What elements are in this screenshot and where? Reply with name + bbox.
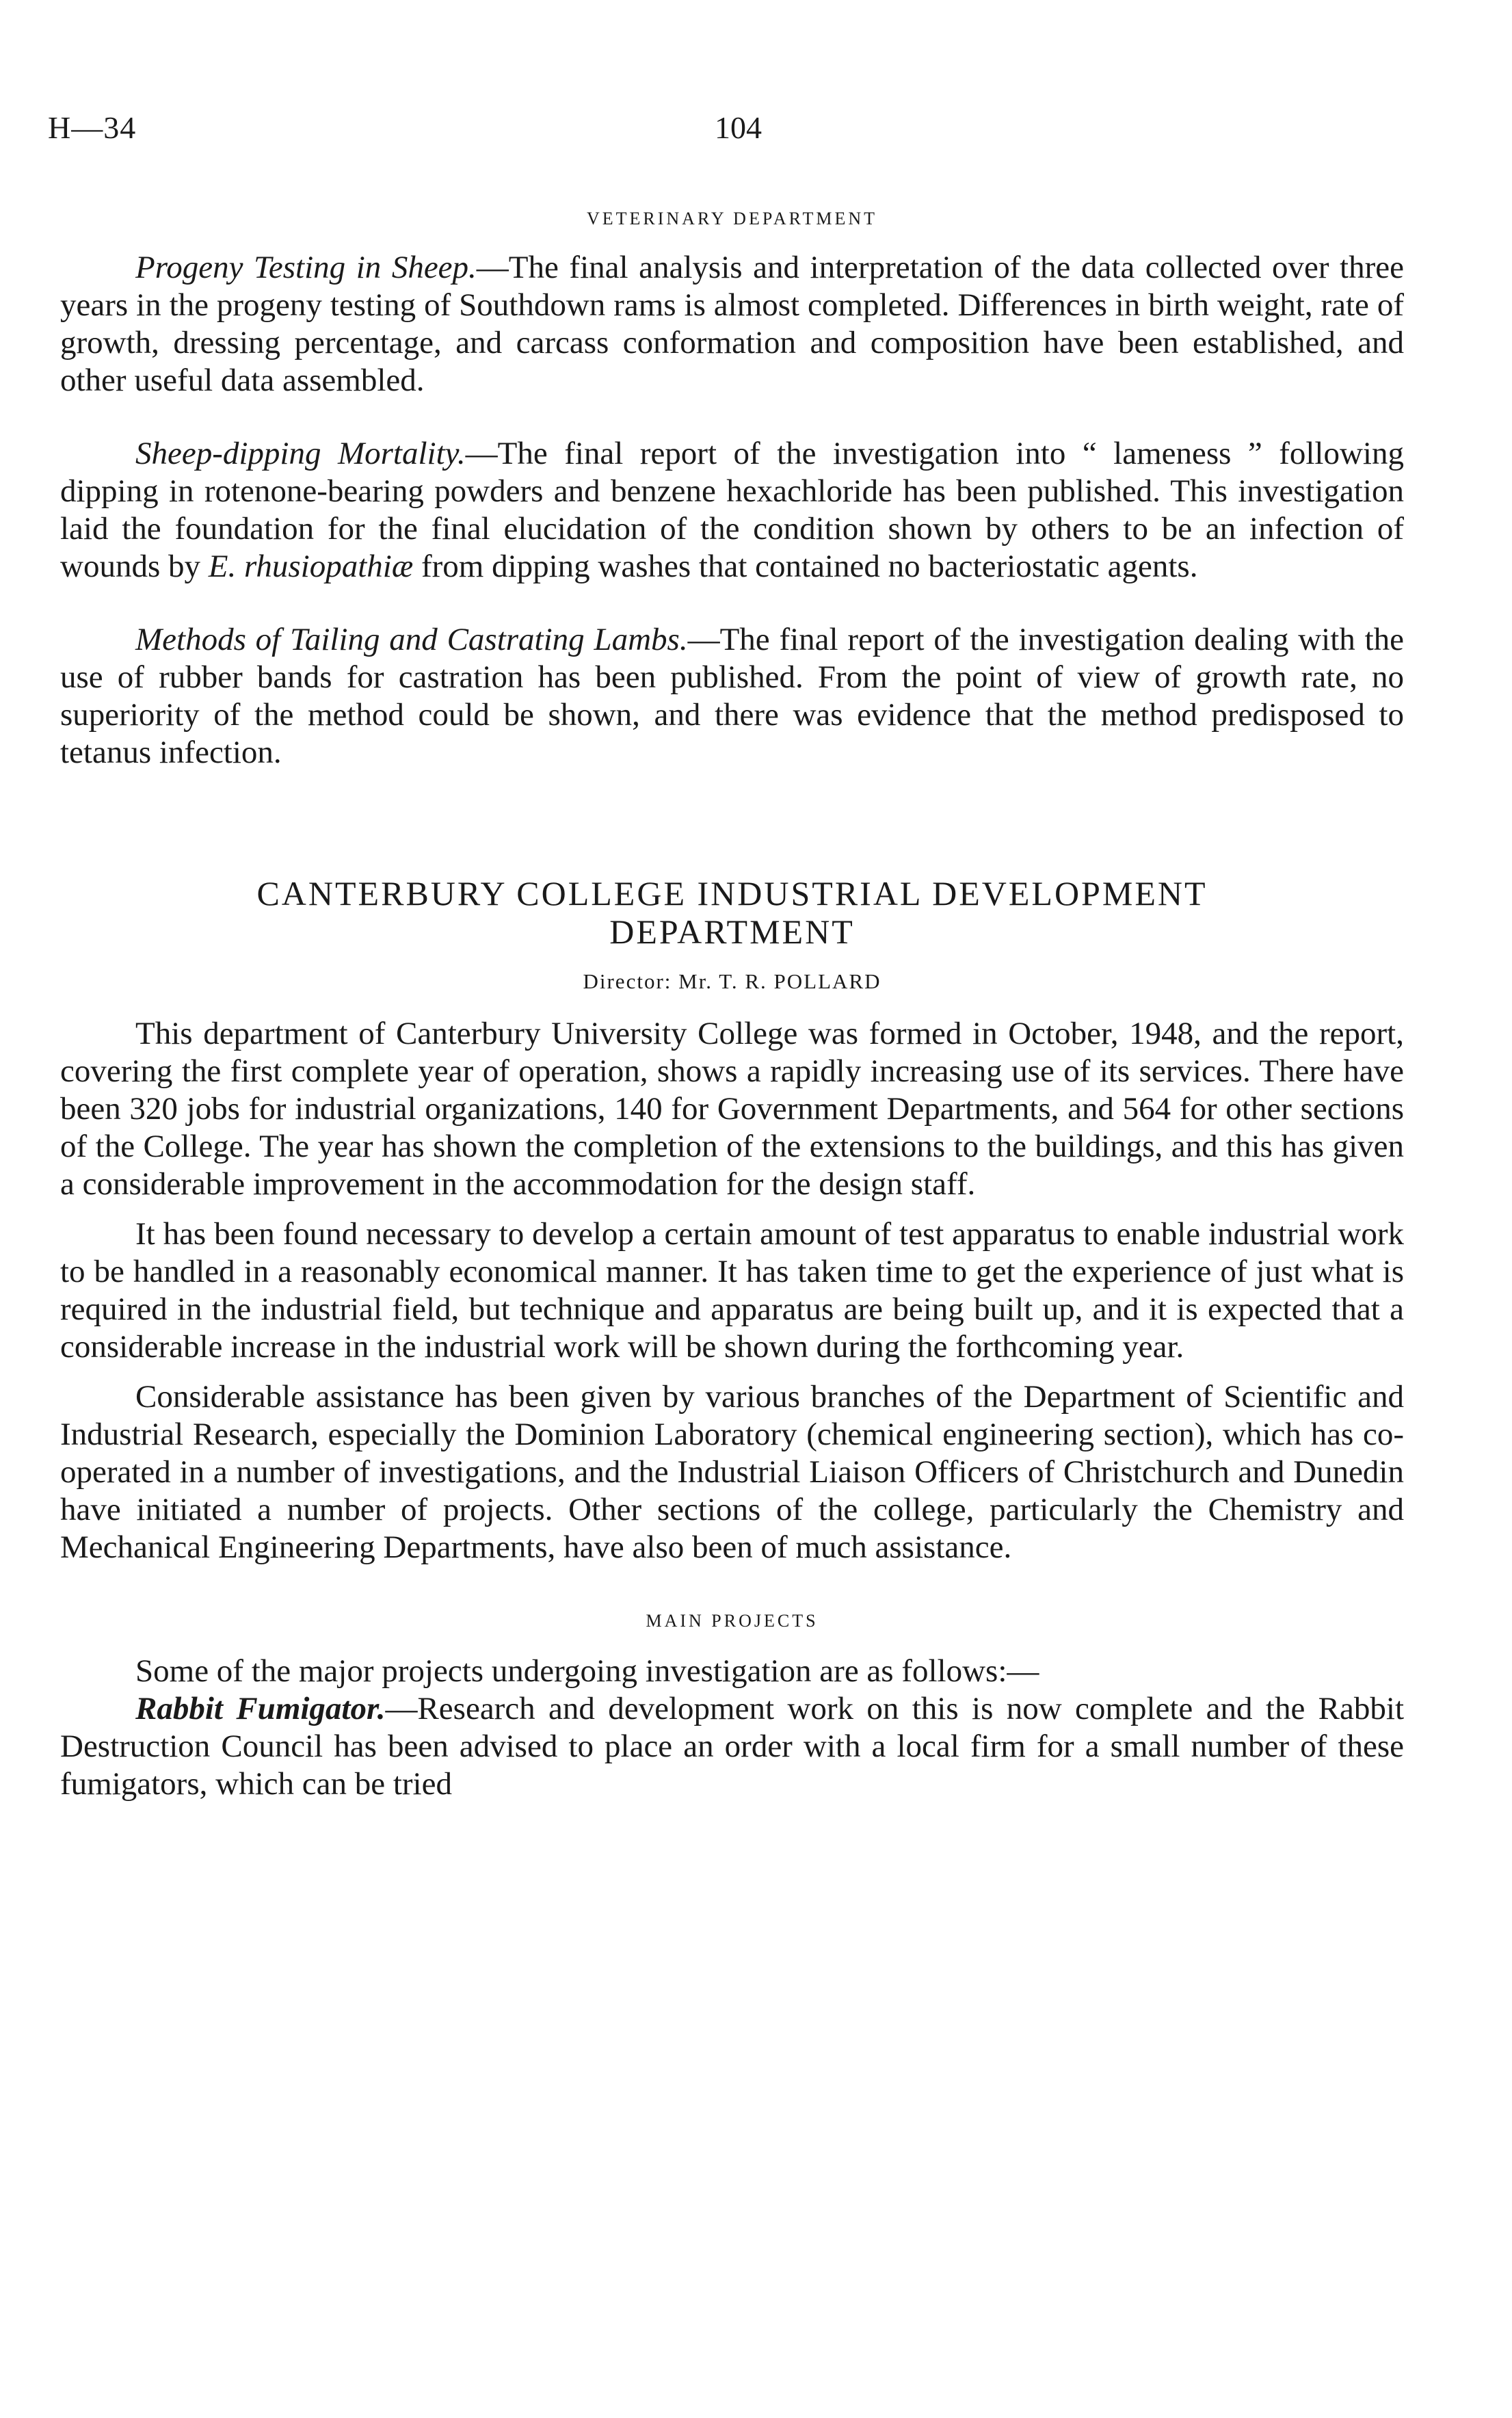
page-number: 104: [715, 110, 762, 145]
tailing-lead: Methods of Tailing and Castrating Lambs.: [135, 622, 688, 657]
rabbit-text: —Research and development work on this is now complete and the Rabbit Destruction Council has been advised to place an order with a local firm for a small number of these fumigators, which can be tried: [60, 1691, 1404, 1802]
dipping-text-after: from dipping washes that contained no bacteriostatic agents.: [413, 549, 1198, 584]
dipping-species: E. rhusiopathiæ: [208, 549, 414, 584]
dipping-paragraph: [60, 435, 1404, 586]
director-line: Director: Mr. T. R. POLLARD: [583, 969, 881, 993]
main-projects-intro: Some of the major projects undergoing investigation are as follows:—: [135, 1653, 1039, 1689]
page-content: [60, 205, 1404, 1803]
canterbury-paragraph-3: Considerable assistance has been given by various branches of the Department of Scientific and Industrial Research, especially the Dominion Laboratory (chemical engineering section), which has co-operated in a number of investigations, and the Industrial Liaison Officers of Christchurch and Dunedin have initiated a number of projects. Other sections of the college, particularly the Chemistry and Mechanical Engineering Departments, have also been of much assistance.: [60, 1379, 1404, 1565]
progeny-paragraph: [60, 249, 1404, 399]
dipping-text-before: —The final report of the investigation into “ lameness ” following dipping in rotenone-bearing powders and benzene hexachloride has been published. This investigation laid the foundation for the final elucidation of the condition shown by others to be an infection of wounds by: [60, 436, 1404, 584]
canterbury-title: [60, 874, 1404, 951]
dipping-lead: Sheep-dipping Mortality.: [135, 436, 466, 471]
page-header: [48, 109, 1443, 157]
veterinary-heading: VETERINARY DEPARTMENT: [586, 209, 878, 228]
canterbury-title-line2: DEPARTMENT: [609, 912, 855, 951]
tailing-paragraph: [60, 621, 1404, 772]
canterbury-paragraph-1: This department of Canterbury University College was formed in October, 1948, and the report, covering the first complete year of operation, shows a rapidly increasing use of its services. There have been 320 jobs for industrial organizations, 140 for Government Departments, and 564 for other sections of the College. The year has shown the completion of the extensions to the buildings, and this has given a considerable improvement in the accommodation for the design staff.: [60, 1016, 1404, 1202]
rabbit-paragraph: [60, 1690, 1404, 1803]
progeny-text: —The final analysis and interpretation of the data collected over three years in the progeny testing of Southdown rams is almost completed. Differences in birth weight, rate of growth, dressing percentage, and carcass conformation and composition have been established, and other useful data assembled.: [60, 250, 1404, 398]
canterbury-title-line1: CANTERBURY COLLEGE INDUSTRIAL DEVELOPMENT: [256, 874, 1208, 912]
page-reference: H—34: [48, 110, 137, 145]
canterbury-paragraph-2: It has been found necessary to develop a certain amount of test apparatus to enable industrial work to be handled in a reasonably economical manner. It has taken time to get the experience of just what is required in the industrial field, but technique and apparatus are being built up, and it is expected that a considerable increase in the industrial work will be shown during the forthcoming year.: [60, 1216, 1404, 1365]
tailing-text: —The final report of the investigation dealing with the use of rubber bands for castration has been published. From the point of view of growth rate, no superiority of the method could be shown, and there was evidence that the method predisposed to tetanus infection.: [60, 622, 1405, 770]
rabbit-lead: Rabbit Fumigator.: [135, 1691, 386, 1726]
main-projects-heading: MAIN PROJECTS: [646, 1611, 819, 1631]
progeny-lead: Progeny Testing in Sheep.: [135, 250, 477, 285]
